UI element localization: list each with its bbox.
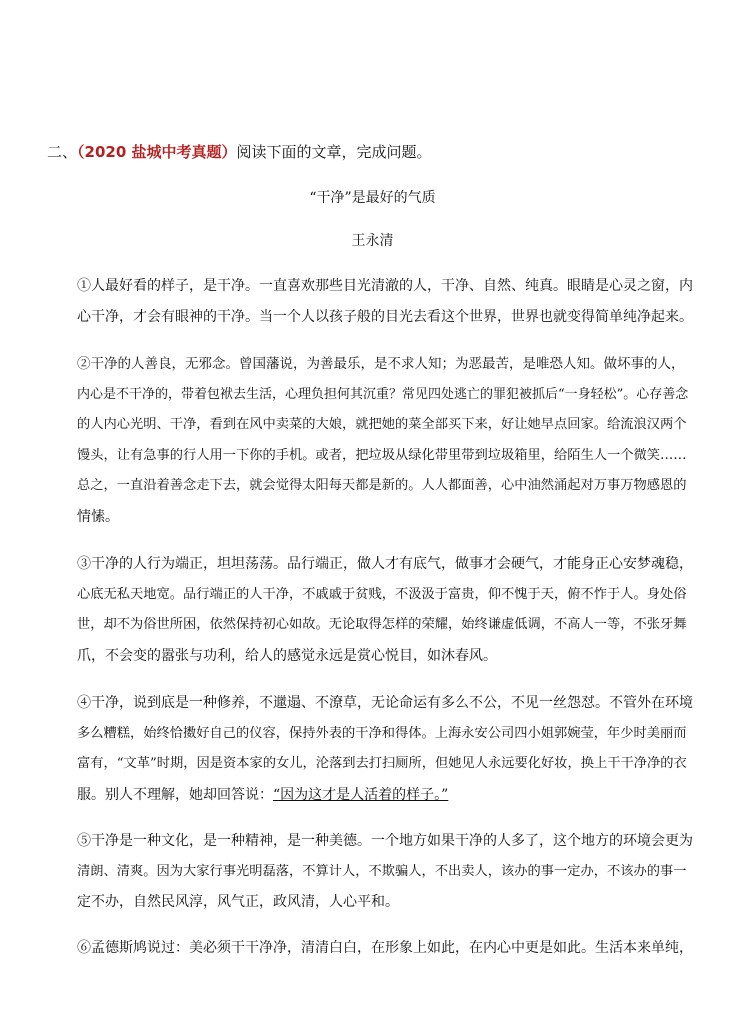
paragraph-line: 馒头，让有急事的行人用一下你的手机。或者，把垃圾从绿化带里带到垃圾箱里，给陌生人一个微笑…… xyxy=(77,447,687,463)
paragraph-line: ⑤干净是一种文化，是一种精神，是一种美德。一个地方如果干净的人多了，这个地方的环境会更为 xyxy=(77,833,693,849)
article-title: “干净”是最好的气质 xyxy=(309,190,436,206)
question-number: 二、 xyxy=(47,143,78,161)
paragraph-4 xyxy=(77,688,694,810)
question-source: （2020 盐城中考真题） xyxy=(77,143,237,161)
paragraph-line: ③干净的人行为端正，坦坦荡荡。品行端正，做人才有底气，做事才会硬气，才能身正心安梦魂稳， xyxy=(77,556,693,572)
paragraph-3 xyxy=(77,549,694,671)
paragraph-line: ②干净的人善良，无邪念。曾国藩说，为善最乐，是不求人知；为恶最苦，是唯恐人知。做坏事的人， xyxy=(77,356,685,372)
paragraph-line: 总之，一直沿着善念走下去，就会觉得太阳每天都是新的。人人都面善，心中油然涌起对万事万物感恩的 xyxy=(77,478,687,493)
paragraph-1 xyxy=(77,271,694,332)
paragraph-line: 清朗、清爽。因为大家行事光明磊落，不算计人，不欺骗人，不出卖人，该办的事一定办，不该办的事一 xyxy=(77,863,687,879)
underlined-quote: “因为这才是人活着的样子。” xyxy=(273,786,449,803)
article-author: 王永清 xyxy=(351,233,394,249)
paragraph-line: 情愫。 xyxy=(77,508,119,525)
paragraph-line: 多么糟糕，始终恰擞好自己的仪容，保持外表的干净和得体。上海永安公司四小姐郭婉莹，年少时美丽而 xyxy=(77,725,687,741)
paragraph-5 xyxy=(77,826,694,918)
paragraph-6 xyxy=(77,933,694,964)
paragraph-line: 内心是不干净的，带着包袱去生活，心理负担何其沉重？常见四处逃亡的罪犯被抓后“一身轻松”。心存善念 xyxy=(77,386,689,402)
paragraph-line: 富有，“文革”时期，因是资本家的女儿，沦落到去打扫厕所，但她见人永远要化好妆，换上干干净净的衣 xyxy=(77,756,687,771)
paragraph-line: ①人最好看的样子，是干净。一直喜欢那些目光清澈的人，干净、自然、纯真。眼睛是心灵之窗，内 xyxy=(77,278,693,294)
paragraph-line: 世，却不为俗世所困，依然保持初心如故。无论取得怎样的荣耀，始终谦虚低调，不高人一等，不张牙舞 xyxy=(77,617,687,632)
paragraph-line: ⑥孟德斯鸠说过：美必须干干净净，清清白白，在形象上如此，在内心中更是如此。生活本来单纯， xyxy=(77,940,693,956)
paragraph-line: ④干净，说到底是一种修养，不邋遢、不潦草，无论命运有多么不公，不见一丝怨怼。不管外在环境 xyxy=(77,695,693,711)
paragraph-line: 定不办，自然民风淳，风气正，政风清，人心平和。 xyxy=(77,894,399,910)
paragraph-line: 心底无私天地宽。品行端正的人干净，不戚戚于贫贱，不汲汲于富贵，仰不愧于天，俯不怍于人。身处俗 xyxy=(77,586,687,602)
paragraph-line: 的人内心光明、干净，看到在风中卖菜的大娘，就把她的菜全部买下来，好让她早点回家。给流浪汉两个 xyxy=(77,417,687,432)
paragraph-text: 服。别人不理解，她却回答说： xyxy=(77,786,273,803)
paragraph-2 xyxy=(77,349,694,532)
paragraph-line-last xyxy=(77,780,694,811)
question-heading xyxy=(47,141,707,163)
question-instruction: 阅读下面的文章，完成问题。 xyxy=(236,143,432,161)
paragraph-line: 心干净，才会有眼神的干净。当一个人以孩子般的目光去看这个世界，世界也就变得简单纯净起来。 xyxy=(77,308,693,325)
paragraph-line: 爪，不会变的嚣张与功利，给人的感觉永远是赏心悦目，如沐春风。 xyxy=(77,647,497,664)
